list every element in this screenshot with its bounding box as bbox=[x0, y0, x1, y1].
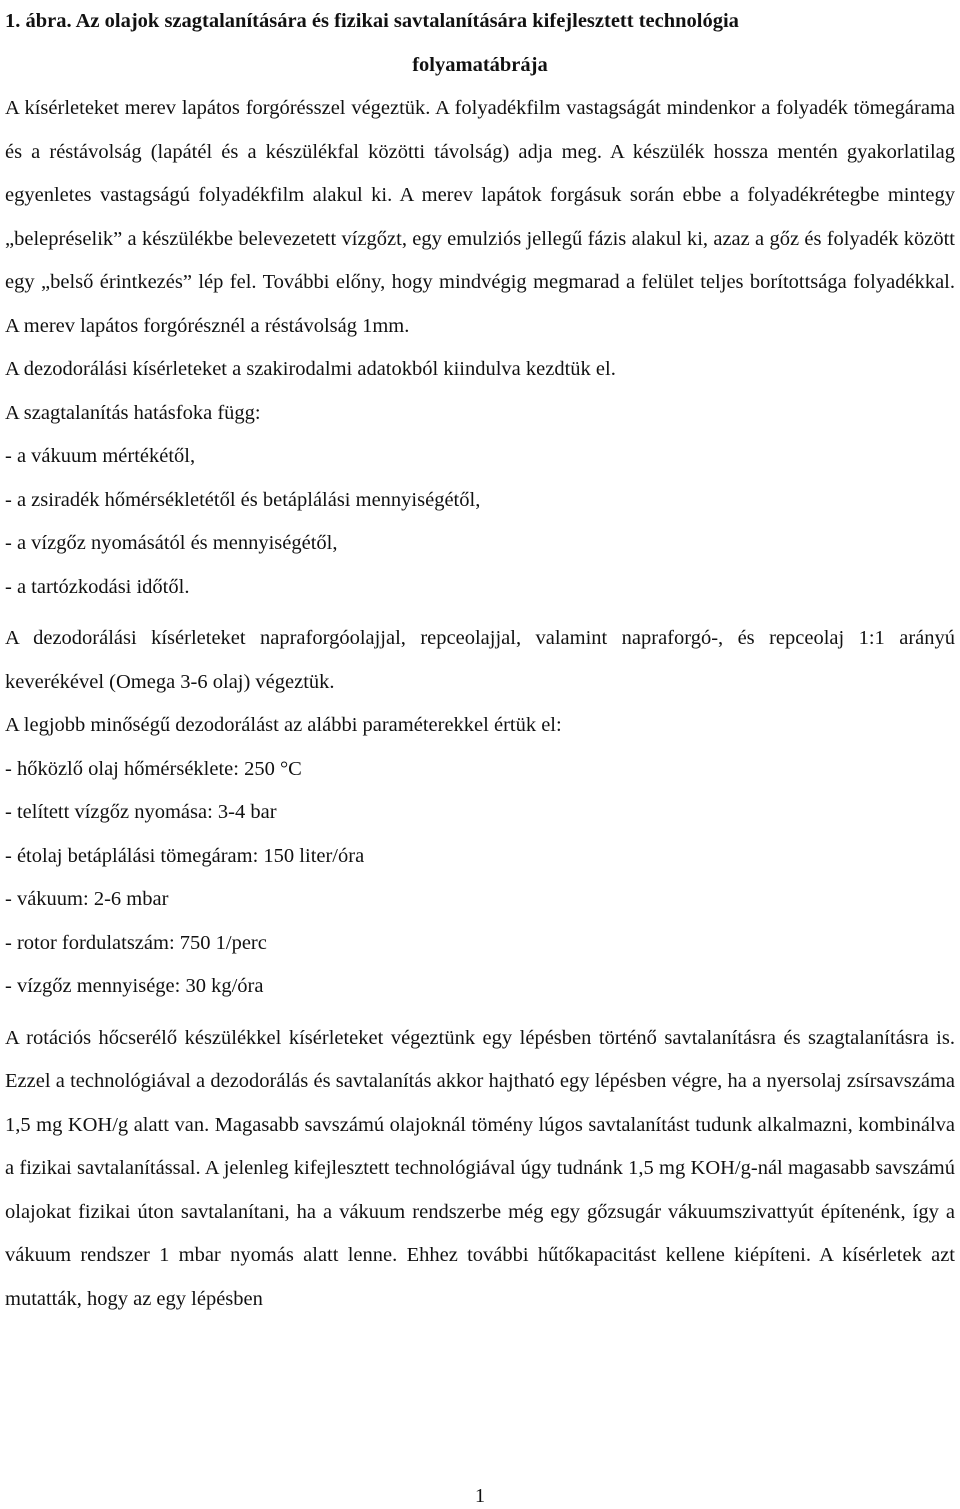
page-number: 1 bbox=[474, 1485, 486, 1507]
list-item: - rotor fordulatszám: 750 1/perc bbox=[5, 931, 267, 954]
paragraph-deodorization-start: A dezodorálási kísérleteket a szakirodalmi adatokból kiindulva kezdtük el. bbox=[5, 358, 616, 380]
parameters-list bbox=[5, 748, 955, 1009]
list-item: - vízgőz mennyisége: 30 kg/óra bbox=[5, 975, 264, 997]
list-item: - telített vízgőz nyomása: 3-4 bar bbox=[5, 801, 277, 823]
list-item: - a zsiradék hőmérsékletétől és betáplálási mennyiségétől, bbox=[5, 488, 481, 511]
document-page bbox=[5, 0, 955, 1321]
paragraph-best-parameters-intro: A legjobb minőségű dezodorálást az alábbi paraméterekkel értük el: bbox=[5, 714, 562, 736]
list-item: - vákuum: 2-6 mbar bbox=[5, 888, 169, 910]
list-item: - a vákuum mértékétől, bbox=[5, 445, 196, 467]
paragraph-efficiency-intro: A szagtalanítás hatásfoka függ: bbox=[5, 401, 261, 424]
list-item: - étolaj betáplálási tömegáram: 150 liter/óra bbox=[5, 844, 365, 867]
figure-caption bbox=[5, 0, 955, 87]
paragraph-oils-used: A dezodorálási kísérleteket napraforgóolajjal, repceolajjal, valamint napraforgó-, és repceolaj 1:1 arányú keverékével (Omega 3-6 olaj) végeztük. bbox=[5, 627, 955, 693]
paragraph-one-step-process: A rotációs hőcserélő készülékkel kísérleteket végeztünk egy lépésben történő savtalanításra és szagtalanításra is. Ezzel a technológiával a dezodorálás és savtalanítás akkor hajtható egy lépésben végre, ha a nyersolaj zsírsavszáma 1,5 mg KOH/g alatt van. Magasabb savszámú olajoknál tömény lúgos savtalanítást tudunk alkalmazni, kombinálva a fizikai savtalanítással. A jelenleg kifejlesztett technológiával úgy tudnánk 1,5 mg KOH/g-nál magasabb savszámú olajokat fizikai úton savtalanítani, ha a vákuum rendszerbe még egy gőzsugár vákuumszivattyút építenénk, így a vákuum rendszer 1 mbar nyomás alatt lenne. Ehhez további hűtőkapacitást kellene kiépíteni. A kísérletek azt mutatták, hogy az egy lépésben bbox=[5, 1026, 955, 1310]
list-item: - hőközlő olaj hőmérséklete: 250 °C bbox=[5, 757, 302, 780]
figure-caption-line-2: folyamatábrája bbox=[412, 53, 548, 76]
list-item: - a tartózkodási időtől. bbox=[5, 575, 190, 598]
figure-caption-line-1: 1. ábra. Az olajok szagtalanítására és fizikai savtalanítására kifejlesztett technológia bbox=[5, 10, 739, 32]
paragraph-rotor-experiments: A kísérleteket merev lapátos forgórésszel végeztük. A folyadékfilm vastagságát mindenkor a folyadék tömegárama és a réstávolság (lapátél és a készülékfal közötti távolság) adja meg. A készülék hossza mentén gyakorlatilag egyenletes vastagságú folyadékfilm alakul ki. A merev lapátok forgásuk során ebbe a folyadékrétegbe mintegy „belepréselik” a készülékbe belevezetett vízgőzt, egy emulziós jellegű fázis alakul ki, azaz a gőz és folyadék között egy „belső érintkezés” lép fel. További előny, hogy mindvégig megmarad a felület teljes borítottsága folyadékkal. A merev lapátos forgórésznél a réstávolság 1mm. bbox=[5, 97, 955, 337]
list-item: - a vízgőz nyomásától és mennyiségétől, bbox=[5, 532, 338, 554]
efficiency-factors-list bbox=[5, 435, 955, 609]
